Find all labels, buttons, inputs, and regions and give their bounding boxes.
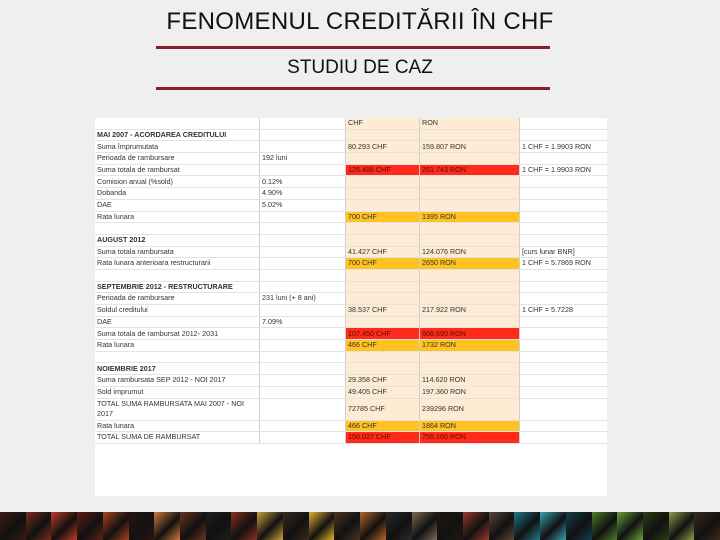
table-cell: SEPTEMBRIE 2012 - RESTRUCTURARE (95, 281, 260, 293)
filmstrip-frame (334, 512, 360, 540)
table-cell (520, 363, 608, 375)
table-cell (420, 176, 520, 188)
table-cell (520, 188, 608, 200)
table-cell (420, 199, 520, 211)
table-cell (420, 223, 520, 235)
table-cell: Suma împrumutata (95, 141, 260, 153)
table-row (95, 363, 607, 375)
table-row (95, 432, 607, 444)
table-cell: Suma rambursata SEP 2012 - NOI 2017 (95, 375, 260, 387)
filmstrip-frame (592, 512, 618, 540)
table-cell (520, 281, 608, 293)
table-row (95, 118, 607, 129)
table-cell: 5.02% (260, 199, 346, 211)
table-row (95, 269, 607, 281)
table-row (95, 188, 607, 200)
table-cell (346, 188, 420, 200)
filmstrip-frame (669, 512, 695, 540)
table-cell (260, 305, 346, 317)
table-cell (95, 351, 260, 363)
table-cell (520, 316, 608, 328)
filmstrip-frame (309, 512, 335, 540)
table-cell: 466 CHF (346, 340, 420, 352)
table-row (95, 176, 607, 188)
table-cell (520, 199, 608, 211)
table-cell (520, 420, 608, 432)
filmstrip-frame (360, 512, 386, 540)
table-cell (260, 269, 346, 281)
table-cell: 217.922 RON (420, 305, 520, 317)
table-row (95, 281, 607, 293)
table-cell: 1864 RON (420, 420, 520, 432)
table-row (95, 305, 607, 317)
table-row (95, 340, 607, 352)
table-cell (420, 316, 520, 328)
table-cell: 1395 RON (420, 211, 520, 223)
table-cell: 80.293 CHF (346, 141, 420, 153)
table-cell: 239296 RON (420, 398, 520, 420)
filmstrip-frame (129, 512, 155, 540)
table-cell (260, 386, 346, 398)
table-cell: 197.360 RON (420, 386, 520, 398)
table-cell: Rata lunara (95, 420, 260, 432)
table-cell (260, 420, 346, 432)
filmstrip-frame (540, 512, 566, 540)
table-cell: 159.807 RON (420, 141, 520, 153)
table-cell (260, 398, 346, 420)
filmstrip-frame (154, 512, 180, 540)
table-cell (346, 351, 420, 363)
table-cell (260, 223, 346, 235)
table-cell (520, 351, 608, 363)
table-cell (346, 281, 420, 293)
table-cell: 1 CHF = 1.9903 RON (520, 141, 608, 153)
table-cell (260, 234, 346, 246)
table-cell: RON (420, 118, 520, 129)
table-cell: 72785 CHF (346, 398, 420, 420)
table-cell: 1 CHF = 5.7869 RON (520, 258, 608, 270)
filmstrip-frame (283, 512, 309, 540)
table-cell (260, 281, 346, 293)
table-cell: 231 luni (+ 8 ani) (260, 293, 346, 305)
table-cell: Rata lunara (95, 340, 260, 352)
filmstrip-frame (77, 512, 103, 540)
table-row (95, 153, 607, 165)
table-cell (520, 293, 608, 305)
table-cell (420, 351, 520, 363)
table-cell: 150.027 CHF (346, 432, 420, 444)
table-cell (260, 328, 346, 340)
table-row (95, 258, 607, 270)
table-cell (420, 153, 520, 165)
table-cell: Suma totala de rambursat (95, 164, 260, 176)
filmstrip-frame (231, 512, 257, 540)
table-cell (520, 118, 608, 129)
table-cell: 0.12% (260, 176, 346, 188)
table-cell (520, 398, 608, 420)
table-cell (520, 386, 608, 398)
table-cell (260, 164, 346, 176)
table-cell: Dobanda (95, 188, 260, 200)
table-cell (346, 199, 420, 211)
table-cell (260, 141, 346, 153)
table-cell (260, 375, 346, 387)
table-cell (260, 118, 346, 129)
table-cell: 29.358 CHF (346, 375, 420, 387)
table-cell: Sold imprumut (95, 386, 260, 398)
subtitle-underline (156, 87, 550, 90)
table-row (95, 316, 607, 328)
table-cell: MAI 2007 - ACORDAREA CREDITULUI (95, 129, 260, 141)
table-cell (520, 234, 608, 246)
table-cell (346, 316, 420, 328)
spreadsheet-body (95, 118, 607, 443)
table-cell: 2650 RON (420, 258, 520, 270)
table-cell: 4.90% (260, 188, 346, 200)
table-cell: 124.076 RON (420, 246, 520, 258)
table-cell (420, 188, 520, 200)
table-row (95, 386, 607, 398)
decorative-filmstrip (0, 512, 720, 540)
table-row (95, 420, 607, 432)
table-cell (520, 211, 608, 223)
table-cell: Suma totala rambursata (95, 246, 260, 258)
table-cell: 700 CHF (346, 211, 420, 223)
table-cell (260, 258, 346, 270)
spreadsheet-table (95, 118, 607, 496)
table-cell: 700 CHF (346, 258, 420, 270)
table-cell (95, 223, 260, 235)
table-cell (420, 129, 520, 141)
table-cell (346, 363, 420, 375)
table-row (95, 141, 607, 153)
table-cell: NOIEMBRIE 2017 (95, 363, 260, 375)
table-cell (520, 223, 608, 235)
table-cell: 1 CHF = 5.7228 (520, 305, 608, 317)
table-cell (346, 293, 420, 305)
table-cell: 114.620 RON (420, 375, 520, 387)
table-cell: 38.537 CHF (346, 305, 420, 317)
filmstrip-frame (694, 512, 720, 540)
table-cell: 251.743 RON (420, 164, 520, 176)
table-cell (520, 432, 608, 444)
table-cell: 41.427 CHF (346, 246, 420, 258)
table-cell (346, 153, 420, 165)
table-cell: DAE (95, 199, 260, 211)
table-row (95, 293, 607, 305)
table-cell: Soldul creditului (95, 305, 260, 317)
table-cell (346, 129, 420, 141)
table-cell: Perioada de rambursare (95, 153, 260, 165)
table-cell (420, 363, 520, 375)
filmstrip-frame (26, 512, 52, 540)
table-cell: Suma totala de rambursat 2012- 2031 (95, 328, 260, 340)
filmstrip-frame (0, 512, 26, 540)
table-cell: 107.450 CHF (346, 328, 420, 340)
table-cell: Rata lunara anterioara restructurarii (95, 258, 260, 270)
table-cell (520, 176, 608, 188)
table-cell (95, 269, 260, 281)
table-cell: 1732 RON (420, 340, 520, 352)
table-cell: 608.690 RON (420, 328, 520, 340)
filmstrip-frame (412, 512, 438, 540)
table-cell: 755.160 RON (420, 432, 520, 444)
table-row (95, 398, 607, 420)
table-cell: TOTAL SUMA RAMBURSATA MAI 2007 - NOI 2017 (95, 398, 260, 420)
filmstrip-frame (489, 512, 515, 540)
page-subtitle: STUDIU DE CAZ (287, 57, 433, 78)
table-cell: 1 CHF = 1.9903 RON (520, 164, 608, 176)
table-cell: 126.486 CHF (346, 164, 420, 176)
table-cell (260, 351, 346, 363)
table-cell (520, 269, 608, 281)
table-cell: 192 luni (260, 153, 346, 165)
table-row (95, 351, 607, 363)
filmstrip-frame (103, 512, 129, 540)
table-cell (420, 269, 520, 281)
table-row (95, 375, 607, 387)
title-underline (156, 46, 550, 49)
table-cell (346, 269, 420, 281)
table-row (95, 328, 607, 340)
table-cell (520, 153, 608, 165)
table-cell (260, 211, 346, 223)
page-title: FENOMENUL CREDITĂRII ÎN CHF (166, 8, 554, 35)
filmstrip-frame (437, 512, 463, 540)
table-cell (520, 129, 608, 141)
table-cell: 7.09% (260, 316, 346, 328)
table-row (95, 234, 607, 246)
filmstrip-frame (257, 512, 283, 540)
table-row (95, 129, 607, 141)
table-cell (95, 118, 260, 129)
table-row (95, 246, 607, 258)
table-cell (346, 223, 420, 235)
filmstrip-frame (386, 512, 412, 540)
table-cell: AUGUST 2012 (95, 234, 260, 246)
table-cell: Comision anual (%sold) (95, 176, 260, 188)
filmstrip-frame (206, 512, 232, 540)
table-cell (520, 340, 608, 352)
table-cell: 49.405 CHF (346, 386, 420, 398)
filmstrip-frame (51, 512, 77, 540)
table-cell (520, 375, 608, 387)
table-cell (420, 281, 520, 293)
table-row (95, 164, 607, 176)
table-row (95, 199, 607, 211)
table-cell: Rata lunara (95, 211, 260, 223)
filmstrip-frame (180, 512, 206, 540)
table-cell (260, 363, 346, 375)
table-cell (260, 432, 346, 444)
filmstrip-frame (643, 512, 669, 540)
table-cell (260, 340, 346, 352)
table-cell: [curs lunar BNR] (520, 246, 608, 258)
table-cell: 466 CHF (346, 420, 420, 432)
filmstrip-frame (463, 512, 489, 540)
table-cell: TOTAL SUMA DE RAMBURSAT (95, 432, 260, 444)
table-cell (420, 293, 520, 305)
table-cell: CHF (346, 118, 420, 129)
table-cell (346, 176, 420, 188)
table-cell (420, 234, 520, 246)
table-cell (260, 246, 346, 258)
table-cell: DAE (95, 316, 260, 328)
table-row (95, 223, 607, 235)
table-cell: Perioada de rambursare (95, 293, 260, 305)
filmstrip-frame (514, 512, 540, 540)
filmstrip-frame (566, 512, 592, 540)
table-cell (520, 328, 608, 340)
filmstrip-frame (617, 512, 643, 540)
table-row (95, 211, 607, 223)
table-cell (260, 129, 346, 141)
table-cell (346, 234, 420, 246)
